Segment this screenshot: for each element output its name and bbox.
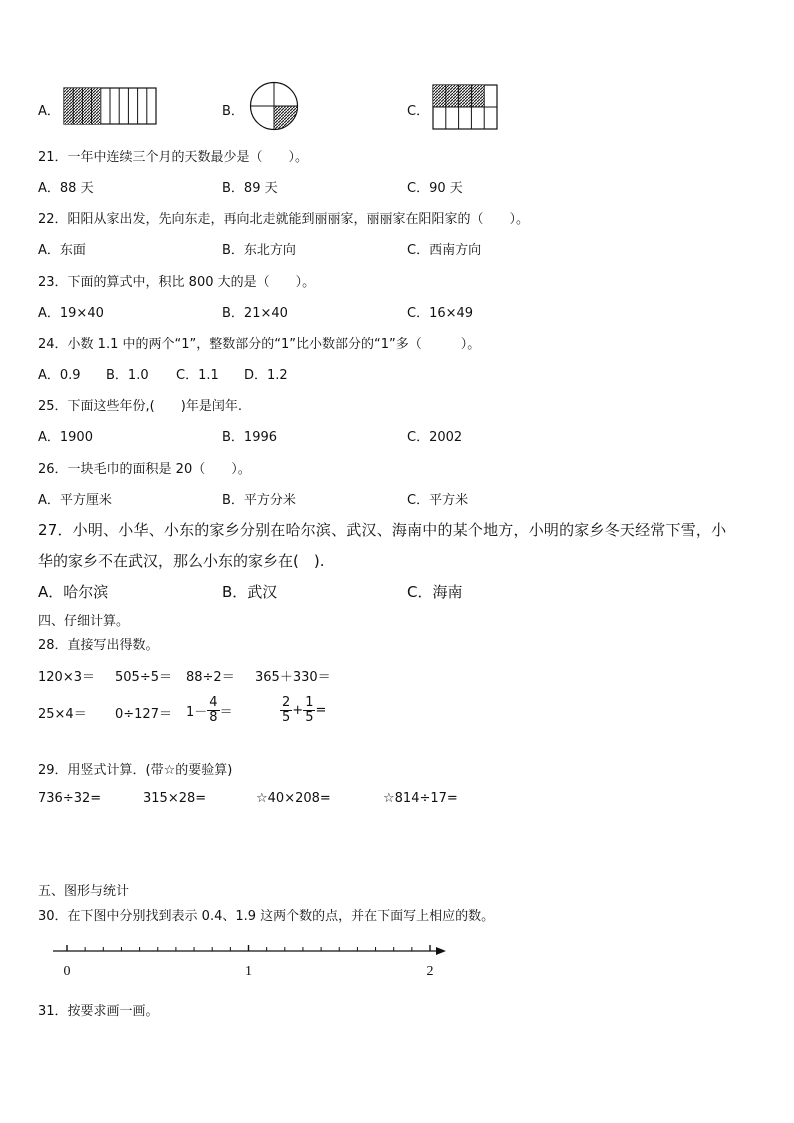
question-22: 22．阳阳从家出发，先向东走，再向北走就能到丽丽家，丽丽家在阳阳家的（ ）。 [38,212,530,227]
q25-option-a[interactable]: A．1900 [38,430,93,445]
q21-option-c[interactable]: C．90 天 [407,181,463,196]
q29-item-3: ☆40×208= [256,791,331,806]
q27-option-a[interactable]: A．哈尔滨 [38,583,109,601]
q29-item-1: 736÷32= [38,791,102,806]
question-27-line-2: 华的家乡不在武汉，那么小东的家乡在( ). [38,552,325,570]
fraction-4-8: $\frac{4}{8}$ [209,695,218,725]
q25-option-c[interactable]: C．2002 [407,430,463,445]
q28-item-7: 1－ $\frac{4}{8}$ ＝ [186,695,233,725]
q22-option-c[interactable]: C．西南方向 [407,243,482,258]
fraction-1-5: $\frac{1}{5}$ [305,695,314,725]
question-24: 24．小数 1.1 中的两个“1”，整数部分的“1”比小数部分的“1”多（ ）。 [38,337,481,352]
q29-item-4: ☆814÷17= [383,791,458,806]
q24-option-c[interactable]: C．1.1 [176,368,219,383]
q28-item-4: 365＋330＝ [255,670,331,685]
q27-option-b[interactable]: B．武汉 [222,583,278,601]
fraction-2-5: $\frac{2}{5}$ [282,695,291,725]
q24-option-a[interactable]: A．0.9 [38,368,81,383]
section-5-title: 五、图形与统计 [38,884,130,899]
option-c-label: C． [407,104,430,119]
q28-item-3: 88÷2＝ [186,670,235,685]
q23-option-a[interactable]: A．19×40 [38,306,104,321]
q28-item-1: 120×3＝ [38,670,95,685]
q26-option-c[interactable]: C．平方米 [407,493,469,508]
q23-option-b[interactable]: B．21×40 [222,306,288,321]
question-30: 30．在下图中分别找到表示 0.4、1.9 这两个数的点，并在下面写上相应的数。 [38,909,495,924]
option-b-figure [248,81,300,131]
question-27-line-1: 27．小明、小华、小东的家乡分别在哈尔滨、武汉、海南中的某个地方，小明的家乡冬天经常下雪，小 [38,521,727,539]
option-c-figure [432,84,498,130]
q28-item-8: $\frac{2}{5}$ + $\frac{1}{5}$ = [282,695,327,725]
q22-option-b[interactable]: B．东北方向 [222,243,296,258]
q28-item-2: 505÷5＝ [115,670,172,685]
question-31: 31．按要求画一画。 [38,1004,159,1019]
q27-option-c[interactable]: C．海南 [407,583,463,601]
option-a-label: A． [38,104,60,119]
q24-option-d[interactable]: D．1.2 [244,368,288,383]
number-line-label: 0 [63,964,71,979]
q28-item-5: 25×4＝ [38,707,87,722]
q24-option-b[interactable]: B．1.0 [106,368,149,383]
q28-item-6: 0÷127＝ [115,707,172,722]
question-26: 26．一块毛巾的面积是 20（ ）。 [38,462,251,477]
question-21: 21．一年中连续三个月的天数最少是（ ）。 [38,150,309,165]
q22-option-a[interactable]: A．东面 [38,243,86,258]
number-line-label: 1 [245,964,252,979]
q21-option-b[interactable]: B．89 天 [222,181,278,196]
question-28: 28．直接写出得数。 [38,638,159,653]
q26-option-b[interactable]: B．平方分米 [222,493,296,508]
number-line-arrow [436,947,446,955]
q23-option-c[interactable]: C．16×49 [407,306,474,321]
q29-item-2: 315×28= [143,791,207,806]
q25-option-b[interactable]: B．1996 [222,430,278,445]
number-line [50,935,450,980]
number-line-label: 2 [426,964,434,979]
option-a-figure [63,87,157,125]
q26-option-a[interactable]: A．平方厘米 [38,493,112,508]
question-23: 23．下面的算式中，积比 800 大的是（ ）。 [38,275,316,290]
section-4-title: 四、仔细计算。 [38,614,130,629]
q21-option-a[interactable]: A．88 天 [38,181,94,196]
question-25: 25．下面这些年份,( )年是闰年. [38,399,242,414]
option-b-label: B． [222,104,244,119]
question-29: 29．用竖式计算．(带☆的要验算) [38,763,233,778]
